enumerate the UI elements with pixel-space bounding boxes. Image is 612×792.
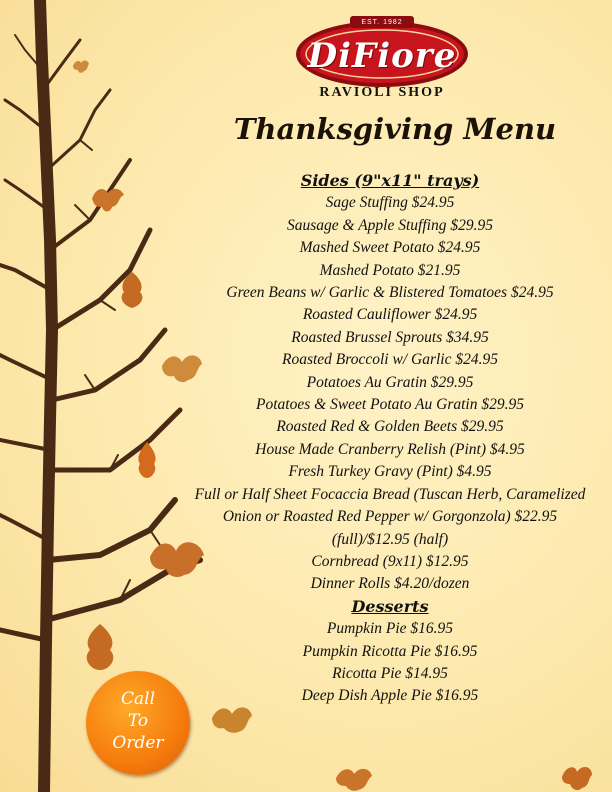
sides-heading: Sides (9"x11" trays) [300,171,480,190]
menu-item: Roasted Cauliflower $24.95 [302,306,478,324]
call-label-line1: Call [120,689,156,709]
autumn-leaf-icon [334,764,374,792]
call-to-order-button[interactable] [86,671,190,775]
menu-item: Full or Half Sheet Focaccia Bread (Tuscan Herb, Caramelized Onion or Roasted Red Pepper w/ Gorgonzola) $22.95 (full)/$12.95 (half) [194,485,586,548]
sides-list [190,192,590,595]
menu-item: Pumpkin Ricotta Pie $16.95 [302,642,478,660]
menu-item: Sausage & Apple Stuffing $29.95 [287,216,493,234]
menu-item: Green Beans w/ Garlic & Blistered Tomatoes $24.95 [226,284,554,302]
menu-item: Ricotta Pie $14.95 [332,664,448,682]
menu-item: Roasted Brussel Sprouts $34.95 [291,328,489,346]
menu-item: Pumpkin Pie $16.95 [326,620,454,638]
menu-item: Fresh Turkey Gravy (Pint) $4.95 [288,463,492,481]
menu-item: Cornbread (9x11) $12.95 [311,552,469,570]
desserts-list [190,618,590,708]
menu-item: Potatoes & Sweet Potato Au Gratin $29.95 [256,396,524,414]
menu-item: Roasted Red & Golden Beets $29.95 [276,418,504,436]
menu-item: Mashed Potato $21.95 [319,261,461,279]
autumn-leaf-icon [80,622,120,672]
call-label-line2: To [127,711,149,731]
menu-item: House Made Cranberry Relish (Pint) $4.95 [255,440,525,458]
menu-item: Deep Dish Apple Pie $16.95 [301,687,479,705]
desserts-heading: Desserts [351,596,429,616]
autumn-leaf-icon [72,58,90,74]
autumn-leaf-icon [134,440,160,480]
page-title: Thanksgiving Menu [233,112,557,146]
menu-list [190,170,590,708]
autumn-leaf-icon [560,762,594,792]
autumn-leaf-icon [118,270,146,310]
menu-item: Sage Stuffing $24.95 [325,194,455,212]
menu-item: Roasted Broccoli w/ Garlic $24.95 [282,351,498,369]
brand-logo [292,14,472,106]
menu-item: Potatoes Au Gratin $29.95 [306,373,474,391]
logo-name: DiFiore [307,36,457,76]
menu-item: Mashed Sweet Potato $24.95 [299,239,481,257]
call-to-order-label [86,688,190,754]
logo-subtitle: RAVIOLI SHOP [319,85,445,100]
menu-item: Dinner Rolls $4.20/dozen [310,575,470,593]
autumn-leaf-icon [90,185,126,213]
call-label-line3: Order [112,733,164,753]
logo-established: EST. 1982 [361,19,403,26]
